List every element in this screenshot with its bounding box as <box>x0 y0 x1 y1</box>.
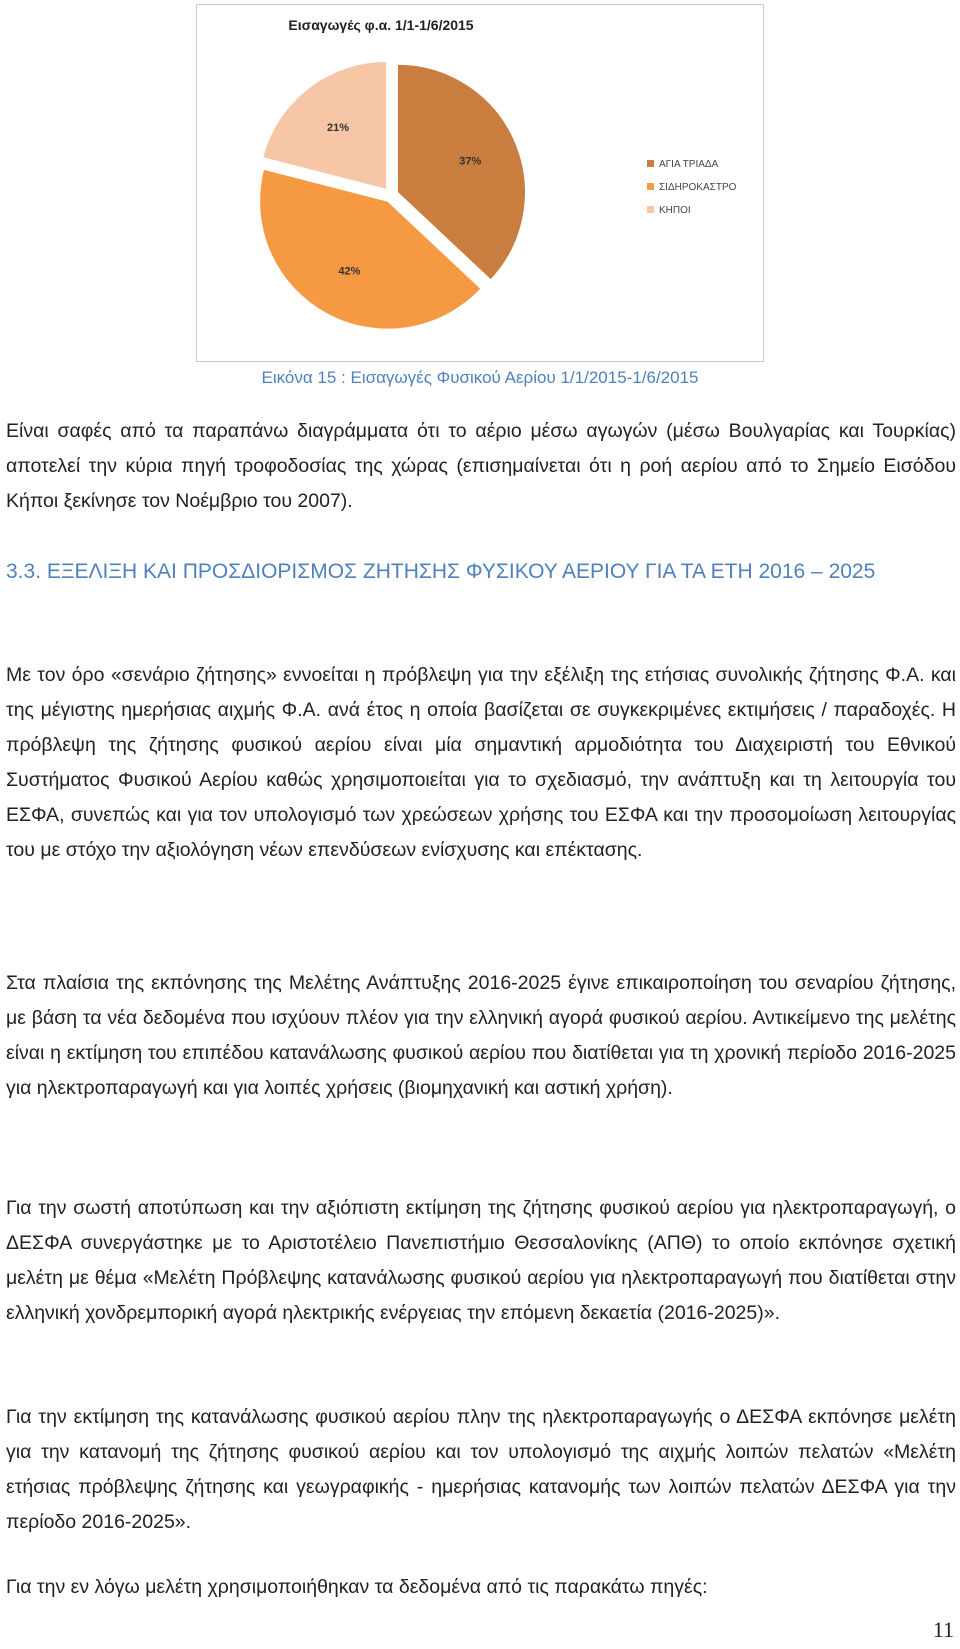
slice-label-1: 37% <box>459 155 482 168</box>
legend-swatch-3 <box>647 206 654 213</box>
legend-label-2: ΣΙΔΗΡΟΚΑΣΤΡΟ <box>659 182 737 193</box>
legend-swatch-1 <box>647 160 654 167</box>
pie-chart <box>197 5 763 361</box>
legend-label-3: ΚΗΠΟΙ <box>659 205 691 216</box>
legend-label-1: ΑΓΙΑ ΤΡΙΑΔΑ <box>659 159 719 170</box>
paragraph-intro: Είναι σαφές από τα παραπάνω διαγράμματα ότι το αέριο μέσω αγωγών (μέσω Βουλγαρίας και Τουρκίας) αποτελεί την κύρια πηγή τροφοδοσίας της χώρας (επισημαίνεται ότι η ροή αερίου από το Σημείο Εισόδου Κήποι ξεκίνησε τον Νοέμβριο του 2007). <box>6 420 956 512</box>
legend-swatch-2 <box>647 183 654 190</box>
page-number: 11 <box>932 1617 954 1642</box>
slice-label-2: 42% <box>338 265 361 278</box>
pie-slice-3 <box>263 61 387 189</box>
pie-chart-frame <box>196 4 764 362</box>
figure-caption: Εικόνα 15 : Εισαγωγές Φυσικού Αερίου 1/1/2015-1/6/2015 <box>261 368 699 387</box>
slice-label-3: 21% <box>327 121 350 134</box>
paragraph-sources: Για την εν λόγω μελέτη χρησιμοποιήθηκαν τα δεδομένα από τις παρακάτω πηγές: <box>6 1576 708 1598</box>
section-heading: 3.3. ΕΞΕΛΙΞΗ ΚΑΙ ΠΡΟΣΔΙΟΡΙΣΜΟΣ ΖΗΤΗΣΗΣ ΦΥΣΙΚΟΥ ΑΕΡΙΟΥ ΓΙΑ ΤΑ ΕΤΗ 2016 – 2025 <box>6 560 876 583</box>
paragraph-demand-scenario: Με τον όρο «σενάριο ζήτησης» εννοείται η πρόβλεψη για την εξέλιξη της ετήσιας συνολικής ζήτησης Φ.Α. και της μέγιστης ημερήσιας αιχμής Φ.Α. ανά έτος η οποία βασίζεται σε συγκεκριμένες εκτιμήσεις / παραδοχές. Η πρόβλεψη της ζήτησης φυσικού αερίου είναι μία σημαντική αρμοδιότητα του Διαχειριστή του Εθνικού Συστήματος Φυσικού Αερίου καθώς χρησιμοποιείται για το σχεδιασμό, την ανάπτυξη και τη λειτουργία του ΕΣΦΑ, συνεπώς και για τον υπολογισμό των χρεώσεων χρήσης του ΕΣΦΑ και την προσομοίωση λειτουργίας του με στόχο την αξιολόγηση νέων επενδύσεων ενίσχυσης και επέκτασης. <box>6 664 956 861</box>
paragraph-other-customers: Για την εκτίμηση της κατανάλωσης φυσικού αερίου πλην της ηλεκτροπαραγωγής ο ΔΕΣΦΑ εκπόνησε μελέτη για την κατανομή της ζήτησης φυσικού αερίου και τον υπολογισμό της αιχμής λοιπών πελατών «Μελέτη ετήσιας πρόβλεψης ζήτησης και γεωγραφικής - ημερήσιας κατανομής των λοιπών πελατών ΔΕΣΦΑ για την περίοδο 2016-2025». <box>6 1406 956 1533</box>
chart-title: Εισαγωγές φ.α. 1/1-1/6/2015 <box>288 17 474 33</box>
paragraph-development-study: Στα πλαίσια της εκπόνησης της Μελέτης Ανάπτυξης 2016-2025 έγινε επικαιροποίηση του σεναρίου ζήτησης, με βάση τα νέα δεδομένα που ισχύουν πλέον για την ελληνική αγορά φυσικού αερίου. Αντικείμενο της μελέτης είναι η εκτίμηση του επιπέδου κατανάλωσης φυσικού αερίου που διατίθεται για τη χρονική περίοδο 2016-2025 για ηλεκτροπαραγωγή και για λοιπές χρήσεις (βιομηχανική και αστική χρήση). <box>6 972 956 1099</box>
paragraph-auth-cooperation: Για την σωστή αποτύπωση και την αξιόπιστη εκτίμηση της ζήτησης φυσικού αερίου για ηλεκτροπαραγωγή, ο ΔΕΣΦΑ συνεργάστηκε με το Αριστοτέλειο Πανεπιστήμιο Θεσσαλονίκης (ΑΠΘ) το οποίο εκπόνησε σχετική μελέτη με θέμα «Μελέτη Πρόβλεψης κατανάλωσης φυσικού αερίου για ηλεκτροπαραγωγή που διατίθεται στην ελληνική χονδρεμπορική αγορά ηλεκτρικής ενέργειας την επόμενη δεκαετία (2016-2025)». <box>6 1197 956 1324</box>
